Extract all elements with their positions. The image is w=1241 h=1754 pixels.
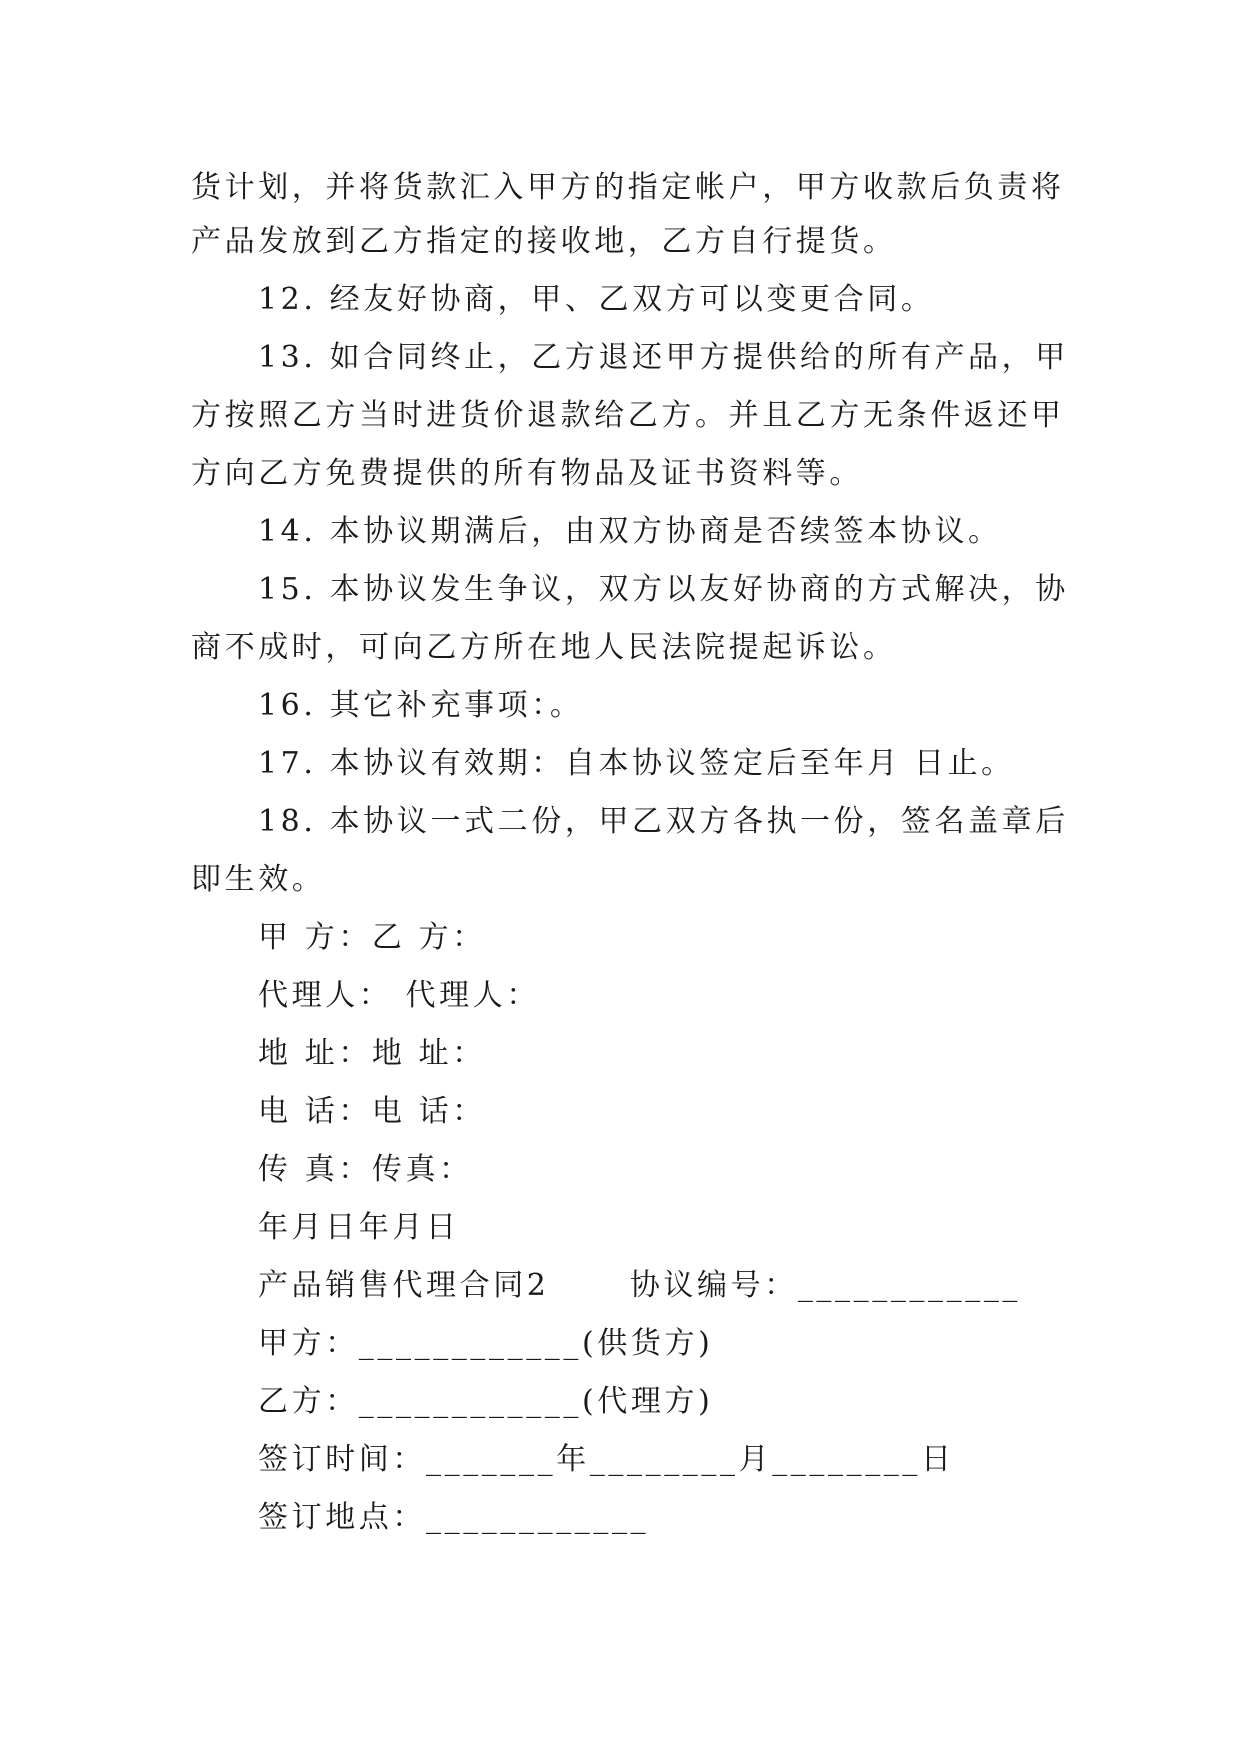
clause-13: 13. 如合同终止，乙方退还甲方提供给的所有产品，甲 xyxy=(258,340,1069,375)
contract-text-line: 商不成时，可向乙方所在地人民法院提起诉讼。 xyxy=(191,630,897,665)
contract-text-line: 产品发放到乙方指定的接收地，乙方自行提货。 xyxy=(191,224,897,259)
party-b-field: 乙方：____________(代理方) xyxy=(258,1384,714,1419)
contract-text-line: 货计划，并将货款汇入甲方的指定帐户，甲方收款后负责将 xyxy=(191,170,1065,205)
signature-phone-line: 电 话：电 话： xyxy=(258,1094,486,1129)
contract-text-line: 方按照乙方当时进货价退款给乙方。并且乙方无条件返还甲 xyxy=(191,398,1065,433)
signature-agent-line: 代理人： 代理人： xyxy=(258,978,540,1013)
clause-17: 17. 本协议有效期：自本协议签定后至年月 日止。 xyxy=(258,746,1015,781)
clause-12: 12. 经友好协商，甲、乙双方可以变更合同。 xyxy=(258,282,935,317)
clause-14: 14. 本协议期满后，由双方协商是否续签本协议。 xyxy=(258,514,1002,549)
contract-title-line: 产品销售代理合同2 协议编号：____________ xyxy=(258,1268,1022,1303)
clause-18: 18. 本协议一式二份，甲乙双方各执一份，签名盖章后 xyxy=(258,804,1069,839)
clause-15: 15. 本协议发生争议，双方以友好协商的方式解决，协 xyxy=(258,572,1069,607)
signature-party-line: 甲 方：乙 方： xyxy=(258,920,486,955)
clause-16: 16. 其它补充事项：。 xyxy=(258,688,584,723)
signing-place-field: 签订地点：____________ xyxy=(258,1500,650,1535)
contract-text-line: 方向乙方免费提供的所有物品及证书资料等。 xyxy=(191,456,863,491)
signature-fax-line: 传 真：传真： xyxy=(258,1152,473,1187)
signing-time-field: 签订时间：_______年________月________日 xyxy=(258,1442,955,1477)
signature-address-line: 地 址：地 址： xyxy=(258,1036,486,1071)
contract-text-line: 即生效。 xyxy=(191,862,326,897)
signature-date-line: 年月日年月日 xyxy=(258,1210,460,1245)
party-a-field: 甲方：____________(供货方) xyxy=(258,1326,714,1361)
